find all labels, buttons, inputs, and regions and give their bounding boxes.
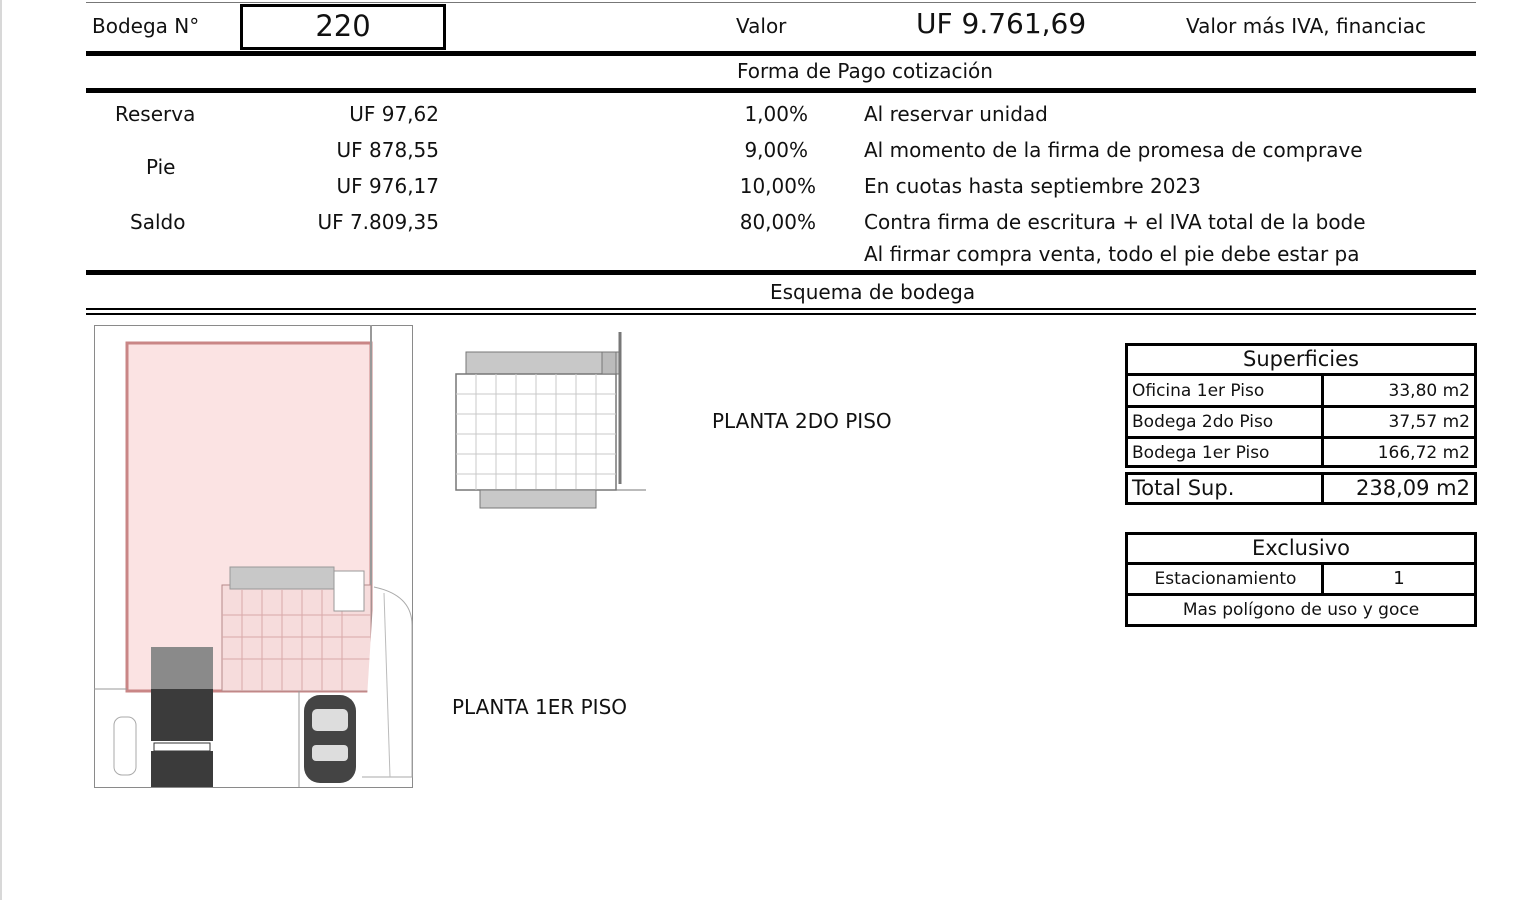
pie-percent-1: 9,00%	[744, 138, 808, 162]
pie-amount-1: UF 878,55	[336, 138, 439, 162]
sup-row-name: Bodega 1er Piso	[1132, 443, 1270, 463]
saldo-description: Contra firma de escritura + el IVA total de la bode	[864, 210, 1366, 234]
payment-title-rule	[86, 88, 1476, 93]
sup-rule-1	[1128, 405, 1474, 408]
header-rule	[86, 51, 1476, 56]
sup-total-label: Total Sup.	[1132, 476, 1235, 500]
floor-plan-2do-piso	[452, 332, 648, 510]
parking-value: 1	[1393, 568, 1405, 589]
pie-label: Pie	[146, 155, 176, 179]
sup-row-value: 37,57 m2	[1388, 412, 1470, 432]
pie-description-1: Al momento de la firma de promesa de comprave	[864, 138, 1363, 162]
exclusivo-note: Mas polígono de uso y goce	[1182, 600, 1420, 620]
sup-rule-2	[1128, 436, 1474, 439]
sup-total-value: 238,09 m2	[1356, 476, 1470, 500]
reserva-percent: 1,00%	[744, 102, 808, 126]
top-rule	[86, 2, 1476, 3]
parking-label: Estacionamiento	[1154, 569, 1297, 589]
scheme-rule-1	[86, 308, 1476, 310]
excl-rule-1	[1128, 562, 1474, 565]
payment-bottom-rule	[86, 270, 1476, 275]
valor-amount: UF 9.761,69	[916, 7, 1087, 40]
plan-1er-piso-label: PLANTA 1ER PISO	[452, 695, 628, 719]
page-left-edge	[0, 0, 2, 900]
scheme-rule-2	[86, 313, 1476, 315]
reserva-amount: UF 97,62	[349, 102, 439, 126]
sup-row-value: 33,80 m2	[1388, 381, 1470, 401]
scheme-title: Esquema de bodega	[770, 280, 976, 304]
reserva-label: Reserva	[115, 102, 196, 126]
sup-row-name: Bodega 2do Piso	[1132, 412, 1274, 432]
pie-description-2: En cuotas hasta septiembre 2023	[864, 174, 1201, 198]
valor-label: Valor	[736, 14, 787, 38]
bodega-label: Bodega N°	[92, 14, 200, 38]
sup-col-divider	[1321, 375, 1324, 466]
sup-rule-title	[1128, 373, 1474, 376]
sup-total-divider	[1321, 474, 1324, 503]
reserva-description: Al reservar unidad	[864, 102, 1048, 126]
sup-row-name: Oficina 1er Piso	[1132, 381, 1265, 401]
sup-row-value: 166,72 m2	[1377, 443, 1470, 463]
payment-footnote: Al firmar compra venta, todo el pie debe estar pa	[864, 242, 1360, 266]
saldo-amount: UF 7.809,35	[317, 210, 439, 234]
valor-note: Valor más IVA, financiac	[1186, 14, 1426, 38]
payment-title: Forma de Pago cotización	[737, 59, 993, 83]
saldo-percent: 80,00%	[739, 210, 816, 234]
plan-2do-piso-label: PLANTA 2DO PISO	[712, 409, 892, 433]
pie-amount-2: UF 976,17	[336, 174, 439, 198]
superficies-title: Superficies	[1243, 347, 1359, 371]
exclusivo-title: Exclusivo	[1251, 536, 1351, 560]
excl-rule-2	[1128, 593, 1474, 596]
bodega-number-box: 220	[240, 4, 446, 50]
saldo-label: Saldo	[130, 210, 186, 234]
pie-percent-2: 10,00%	[739, 174, 816, 198]
floor-plan-1er-piso	[94, 325, 414, 789]
